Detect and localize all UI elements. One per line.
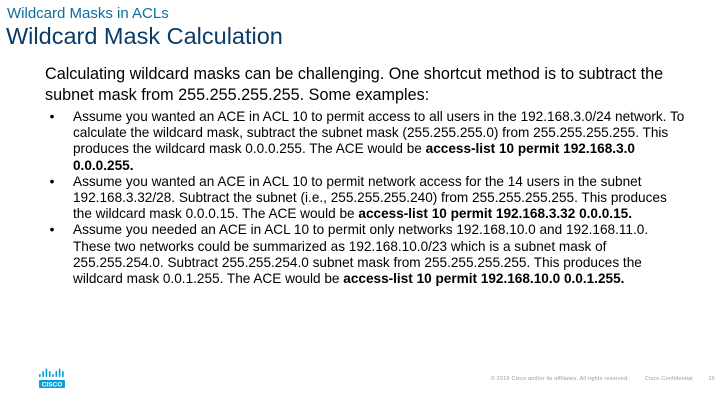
bullet-text: Assume you wanted an ACE in ACL 10 to permit access to all users in the 192.168.3.0/24 network. To calculate the wildcard mask, subtract the subnet mask (255.255.255.0) from 255.255.255.255. This produces the wildcard mask 0.0.0.255. The ACE would be [73,109,685,157]
examples-list [45,109,685,287]
slide-title: Wildcard Mask Calculation [6,23,283,49]
footer-confidential: Cisco Confidential [644,376,693,382]
bullet-command: access-list 10 permit 192.168.3.32 0.0.0.15. [358,206,632,222]
bullet-command: access-list 10 permit 192.168.3.0 0.0.0.255. [73,141,635,173]
bullet-dot-icon: • [49,109,55,124]
slide-subtitle: Wildcard Masks in ACLs [7,5,169,22]
bullet-text: Assume you wanted an ACE in ACL 10 to permit network access for the 14 users in the subnet 192.168.3.32/28. Subtract the subnet (i.e., 255.255.255.240) from 255.255.255.255. This produces the wildcard mask 0.0.0.15. The ACE would be [73,173,667,222]
list-item [45,109,685,174]
bullet-command: access-list 10 permit 192.168.10.0 0.0.1.255. [343,271,625,287]
svg-text:CISCO: CISCO [41,381,63,389]
bullet-dot-icon: • [49,173,55,189]
bullet-text: Assume you needed an ACE in ACL 10 to permit only networks 192.168.10.0 and 192.168.11.0. These two networks could be summarized as 192.168.10.0/23 which is a subnet mask of 255.255.254.0. Subtract 255.255.254.0 subnet mask from 255.255.255.255. This produces the wildcard mask 0.0.1.255. The ACE would be [73,222,649,287]
list-item [45,222,685,287]
footer-copyright: © 2016 Cisco and/or its affiliates. All rights reserved. [490,376,630,382]
page-number: 15 [708,376,715,382]
footer [0,376,715,382]
intro-paragraph: Calculating wildcard masks can be challenging. One shortcut method is to subtract the subnet mask from 255.255.255.255. Some examples: [45,65,664,104]
list-item [45,174,685,223]
bullet-dot-icon: • [49,222,55,238]
